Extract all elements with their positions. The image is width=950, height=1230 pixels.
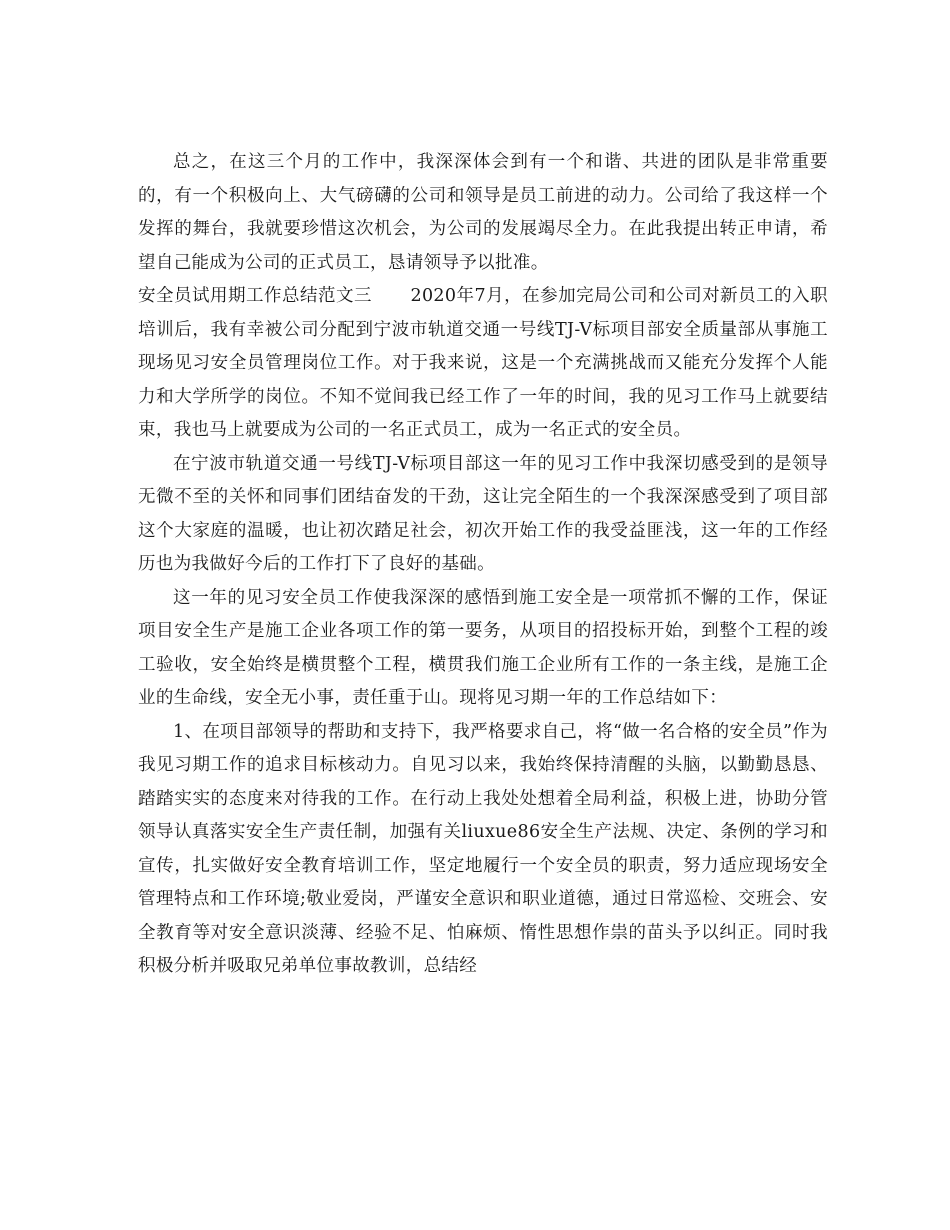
paragraph-section-three xyxy=(138,280,828,448)
paragraph-text: 1、在项目部领导的帮助和支持下，我严格要求自己，将“做一名合格的安全员”作为我见习期工作的追求目标核动力。自见习以来，我始终保持清醒的头脑，以勤勤恳恳、踏踏实实的态度来对待我的工作。在行动上我处处想着全局利益，积极上进，协助分管领导认真落实安全生产责任制，加强有关liuxue86安全生产法规、决定、条例的学习和宣传，扎实做好安全教育培训工作，坚定地履行一个安全员的职责，努力适应现场安全管理特点和工作环境;敬业爱岗，严谨安全意识和职业道德，通过日常巡检、交班会、安全教育等对安全意识淡薄、经验不足、怕麻烦、惰性思想作祟的苗头予以纠正。同时我积极分析并吸取兄弟单位事故教训，总结经 xyxy=(138,721,828,976)
paragraph-experience xyxy=(138,448,828,582)
paragraph-text: 这一年的见习安全员工作使我深深的感悟到施工安全是一项常抓不懈的工作，保证项目安全生产是施工企业各项工作的第一要务，从项目的招投标开始，到整个工程的竣工验收，安全始终是横贯整个工程，横贯我们施工企业所有工作的一条主线，是施工企业的生命线，安全无小事，责任重于山。现将见习期一年的工作总结如下： xyxy=(138,587,828,708)
paragraph-safety-insight xyxy=(138,582,828,716)
paragraph-text: 在宁波市轨道交通一号线TJ-V标项目部这一年的见习工作中我深切感受到的是领导无微不至的关怀和同事们团结奋发的干劲，这让完全陌生的一个我深深感受到了项目部这个大家庭的温暖，也让初次踏足社会，初次开始工作的我受益匪浅，这一年的工作经历也为我做好今后的工作打下了良好的基础。 xyxy=(138,453,828,574)
document-body xyxy=(138,146,828,984)
paragraph-text: 总之，在这三个月的工作中，我深深体会到有一个和谐、共进的团队是非常重要的，有一个积极向上、大气磅礴的公司和领导是员工前进的动力。公司给了我这样一个发挥的舞台，我就要珍惜这次机会，为公司的发展竭尽全力。在此我提出转正申请，希望自己能成为公司的正式员工，恳请领导予以批准。 xyxy=(138,152,828,273)
section-heading: 安全员试用期工作总结范文三 xyxy=(138,286,372,306)
paragraph-text: 2020年7月，在参加完局公司和公司对新员工的入职培训后，我有幸被公司分配到宁波市轨道交通一号线TJ-V标项目部安全质量部从事施工现场见习安全员管理岗位工作。对于我来说，这是一个充满挑战而又能充分发挥个人能力和大学所学的岗位。不知不觉间我已经工作了一年的时间，我的见习工作马上就要结束，我也马上就要成为公司的一名正式员工，成为一名正式的安全员。 xyxy=(138,286,828,440)
paragraph-item-one xyxy=(138,716,828,984)
paragraph-conclusion xyxy=(138,146,828,280)
